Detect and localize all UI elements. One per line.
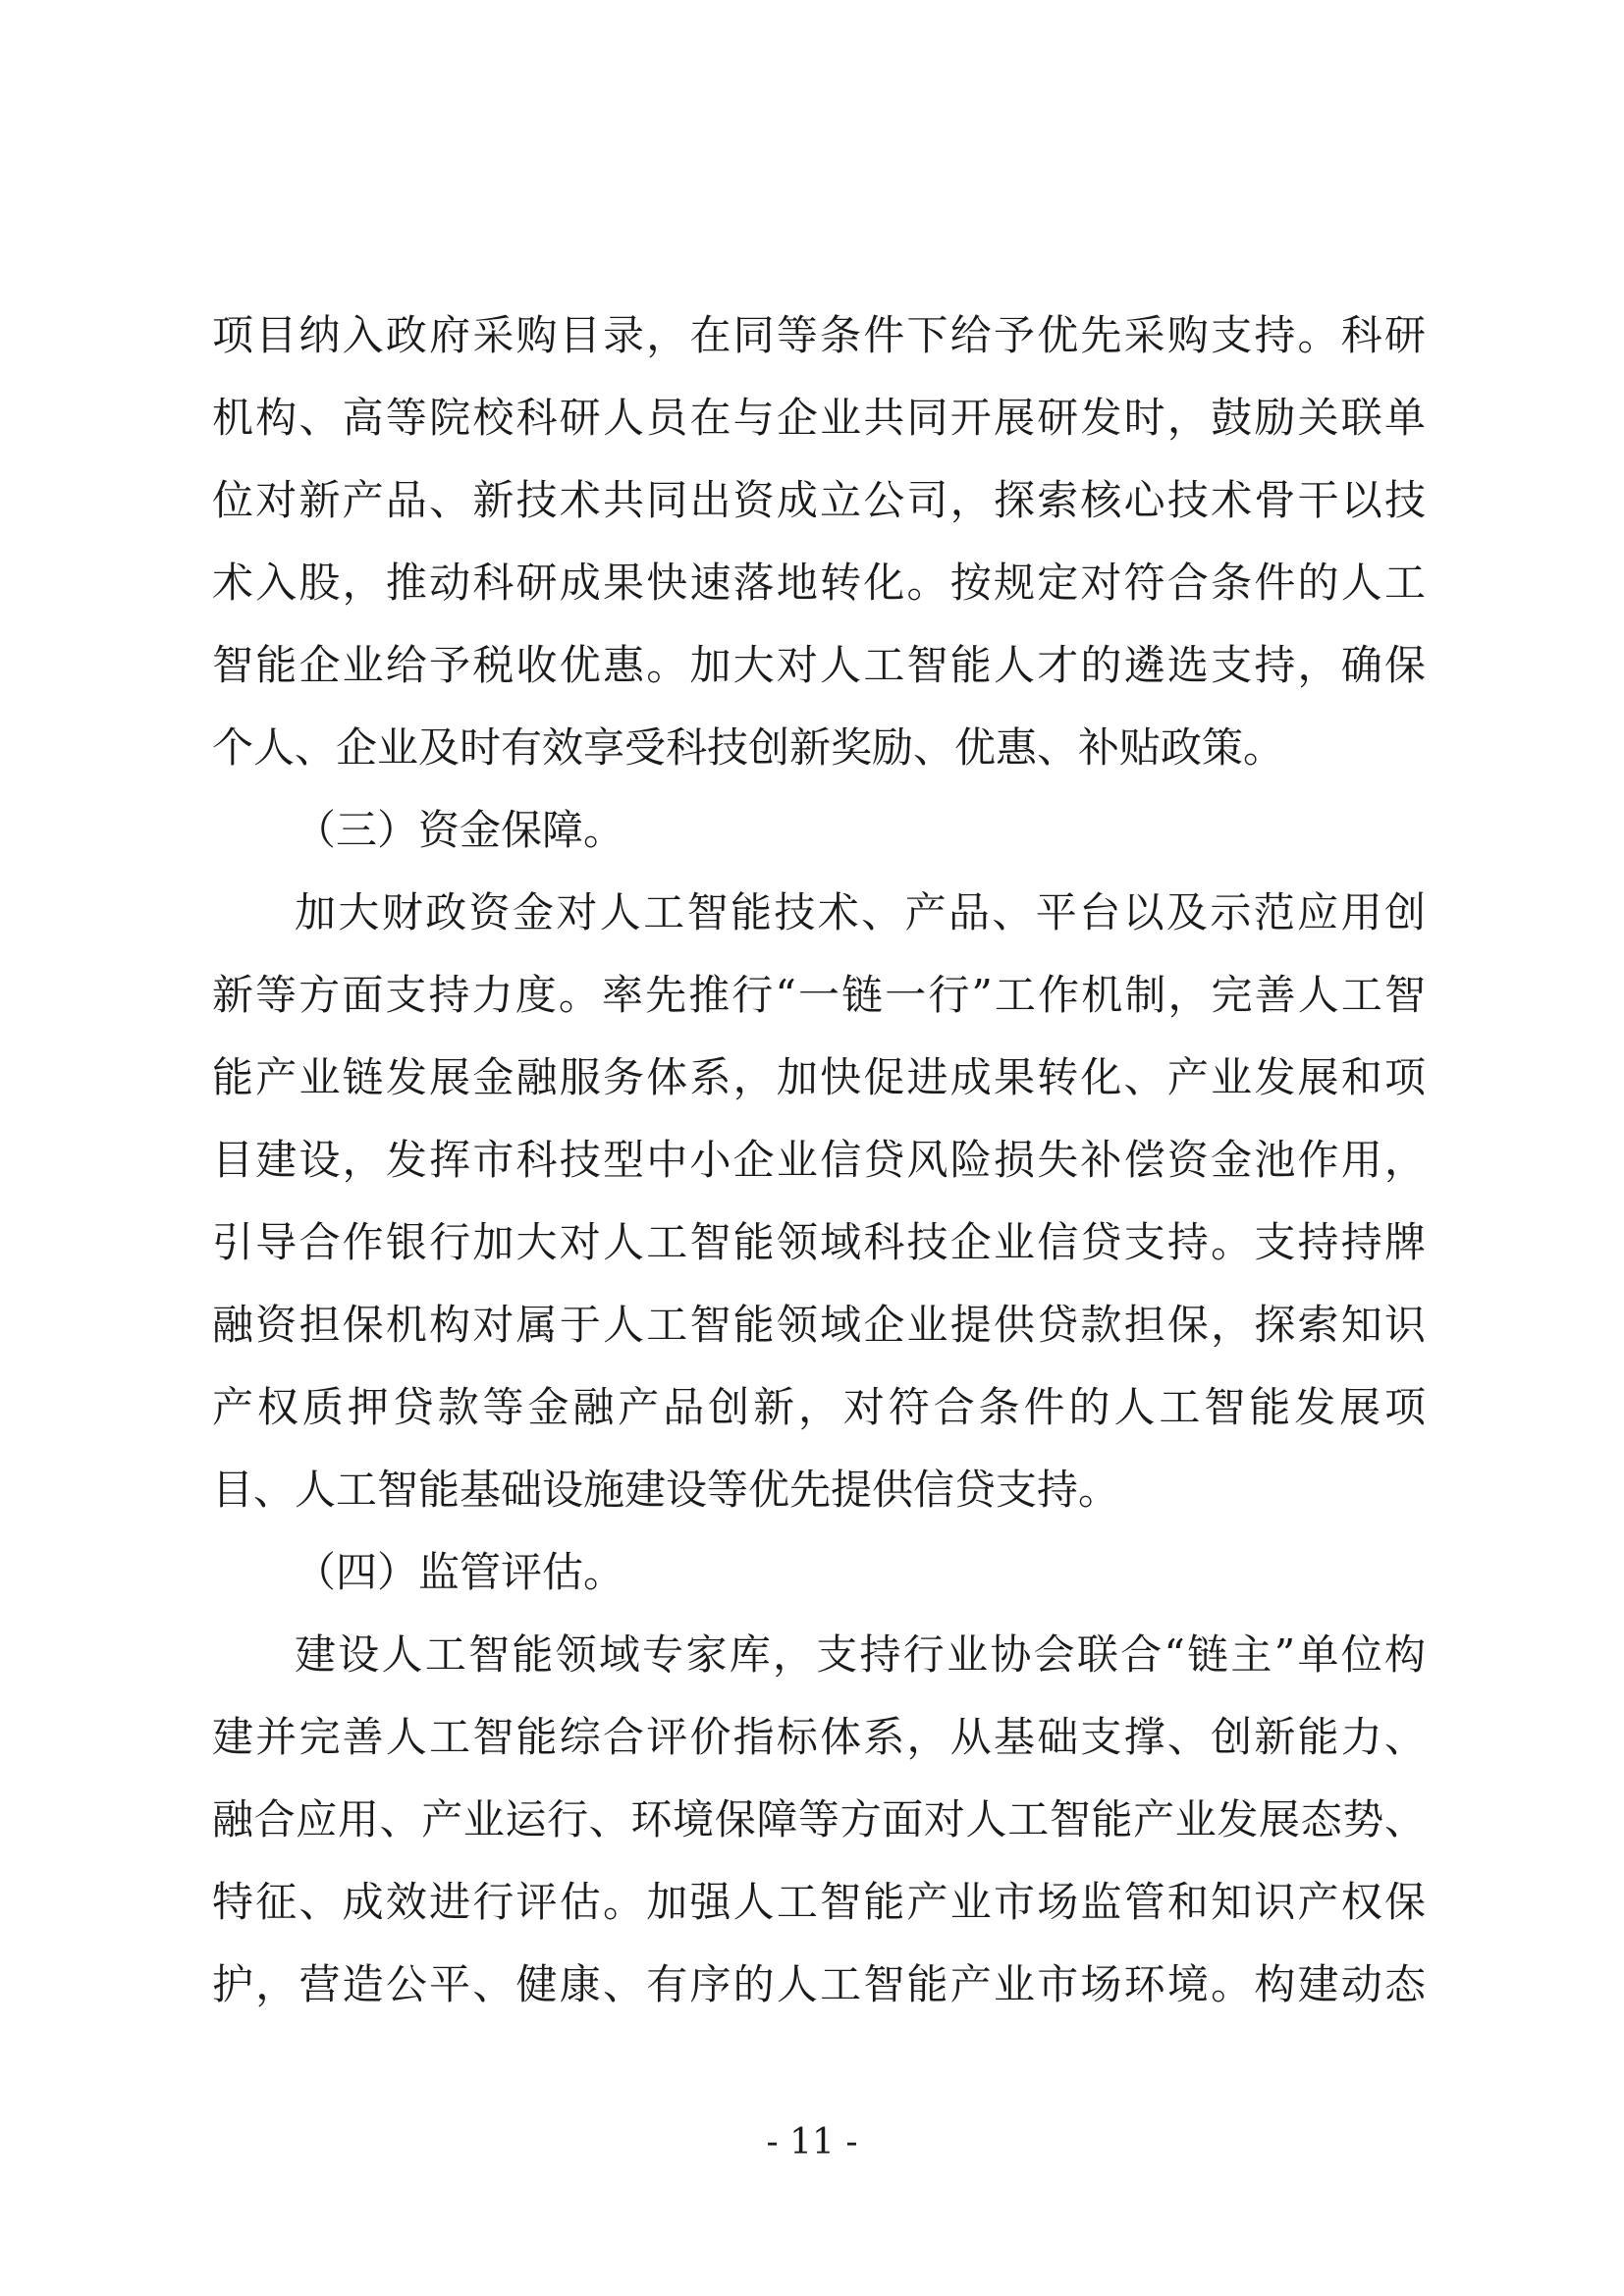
body-text-line: 个人、企业及时有效享受科技创新奖励、优惠、补贴政策。 — [212, 723, 1285, 772]
paragraph-first-line: 建设人工智能领域专家库，支持行业协会联合“链主”单位构 — [295, 1630, 1426, 1679]
body-text-line: 目、人工智能基础设施建设等优先提供信贷支持。 — [212, 1466, 1120, 1514]
body-text-line: 特征、成效进行评估。加强人工智能产业市场监管和知识产权保 — [212, 1878, 1426, 1926]
body-text-line: 目建设，发挥市科技型中小企业信贷风险损失补偿资金池作用， — [212, 1136, 1426, 1184]
body-text-line: 融资担保机构对属于人工智能领域企业提供贷款担保，探索知识 — [212, 1301, 1426, 1349]
page-number: - 11 - — [766, 2122, 858, 2163]
body-text-line: 术入股，推动科研成果快速落地转化。按规定对符合条件的人工 — [212, 559, 1426, 607]
body-text-line: 产权质押贷款等金融产品创新，对符合条件的人工智能发展项 — [212, 1383, 1426, 1431]
body-text-line: 融合应用、产业运行、环境保障等方面对人工智能产业发展态势、 — [212, 1795, 1426, 1843]
body-text-line: 护，营造公平、健康、有序的人工智能产业市场环境。构建动态 — [212, 1960, 1426, 2008]
section-heading: （四）监管评估。 — [295, 1548, 625, 1596]
paragraph-first-line: 加大财政资金对人工智能技术、产品、平台以及示范应用创 — [295, 888, 1426, 936]
section-heading: （三）资金保障。 — [295, 806, 625, 854]
body-text-line: 建并完善人工智能综合评价指标体系，从基础支撑、创新能力、 — [212, 1713, 1426, 1761]
body-text-line: 项目纳入政府采购目录，在同等条件下给予优先采购支持。科研 — [212, 311, 1426, 359]
body-text-line: 新等方面支持力度。率先推行“一链一行”工作机制，完善人工智 — [212, 971, 1426, 1019]
body-text-line: 引导合作银行加大对人工智能领域科技企业信贷支持。支持持牌 — [212, 1218, 1426, 1266]
body-text-line: 能产业链发展金融服务体系，加快促进成果转化、产业发展和项 — [212, 1053, 1426, 1101]
body-text-line: 位对新产品、新技术共同出资成立公司，探索核心技术骨干以技 — [212, 476, 1426, 524]
body-text-line: 智能企业给予税收优惠。加大对人工智能人才的遴选支持，确保 — [212, 641, 1426, 689]
body-text-line: 机构、高等院校科研人员在与企业共同开展研发时，鼓励关联单 — [212, 394, 1426, 442]
